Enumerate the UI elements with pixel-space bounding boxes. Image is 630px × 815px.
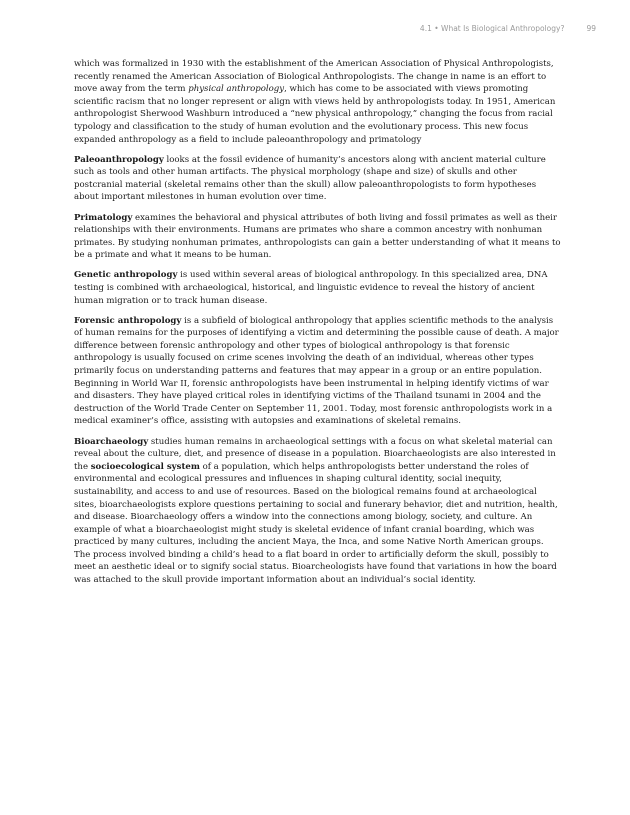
key-term: Forensic anthropology <box>74 315 182 326</box>
key-term: Bioarchaeology <box>74 436 149 447</box>
paragraph-forensic-anthropology <box>74 315 562 428</box>
key-term: Genetic anthropology <box>74 270 178 281</box>
paragraph-text: examines the behavioral and physical attributes of both living and fossil primates as well as their relationships with their environments. Humans are primates who share a common ancestry with nonhuman primates. By studying nonhuman primates, anthropologists can gain a better understanding of what it means to be a primate and what it means to be human. <box>74 212 561 261</box>
paragraph-text: of a population, which helps anthropologists better understand the roles of environmental and ecological pressures and influences in shaping cultural identity, social inequity, sustainability, and access to and use of resources. Based on the biological remains found at archaeological sites, bioarchaeologists explore questions pertaining to social and funerary behavior, diet and nutrition, health, and disease. Bioarchaeology offers a window into the connections among biology, society, and culture. An example of what a bioarchaeologist might study is skeletal evidence of infant cranial boarding, which was practiced by many cultures, including the ancient Maya, the Inca, and some Native North American groups. The process involved binding a child’s head to a flat board in order to artificially deform the skull, possibly to meet an aesthetic ideal or to signify social status. Bioarcheologists have found that variations in how the board was attached to the skull provide important information about an individual’s social identity. <box>74 461 558 586</box>
key-term: socioecological system <box>90 461 200 472</box>
key-term: Primatology <box>74 212 133 223</box>
paragraph-text: is used within several areas of biological anthropology. In this specialized area, DNA testing is combined with archaeological, historical, and linguistic evidence to reveal the history of ancient human migration or to track human disease. <box>74 270 548 306</box>
paragraph-text: is a subfield of biological anthropology that applies scientific methods to the analysis of human remains for the purposes of identifying a victim and determining the possible cause of death. A major difference between forensic anthropology and other types of biological anthropology is that forensic anthropology is usually focused on crime scenes involving the death of an individual, whereas other types primarily focus on understanding patterns and features that may appear in a group or an entire population. Beginning in World War II, forensic anthropologists have been instrumental in helping identify victims of war and disasters. They have played critical roles in identifying victims of the Thailand tsunami in 2004 and the destruction of the World Trade Center on September 11, 2001. Today, most forensic anthropologists work in a medical examiner’s office, assisting with autopsies and examinations of skeletal remains. <box>74 315 559 427</box>
paragraph-paleoanthropology <box>74 154 562 204</box>
paragraph-primatology <box>74 212 562 262</box>
running-header <box>420 24 596 33</box>
paragraph-genetic-anthropology <box>74 269 562 307</box>
key-term: Paleoanthropology <box>74 154 164 165</box>
italic-term: physical anthropology <box>188 84 285 95</box>
paragraph-bioarchaeology <box>74 436 562 587</box>
paragraph-text: which was formalized in 1930 with the establishment of the American Association of Physical Anthropologists, recently renamed the American Association of Biological Anthropologists. The change in name is an effort to move away from the term <box>74 59 554 95</box>
body-text <box>74 58 562 594</box>
section-title: 4.1 • What Is Biological Anthropology? <box>419 24 565 33</box>
page-number: 99 <box>586 24 596 33</box>
paragraph-text: , which has come to be associated with views promoting scientific racism that no longer represent or align with views held by anthropologists today. In 1951, American anthropologist Sherwood Washburn introduced a “new physical anthropology,” changing the focus from racial typology and classification to the study of human evolution and the evolutionary process. This new focus expanded anthropology as a field to include paleoanthropology and primatology <box>74 84 556 145</box>
paragraph-physical-anthropology <box>74 58 562 146</box>
paragraph-text: looks at the fossil evidence of humanity’s ancestors along with ancient material culture such as tools and other human artifacts. The physical morphology (shape and size) of skulls and other postcranial material (skeletal remains other than the skull) allow paleoanthropologists to form hypotheses about important milestones in human evolution over time. <box>74 154 546 203</box>
paragraph-text: studies human remains in archaeological settings with a focus on what skeletal material can reveal about the culture, diet, and presence of disease in a population. Bioarchaeologists are also interested in the <box>74 436 556 472</box>
